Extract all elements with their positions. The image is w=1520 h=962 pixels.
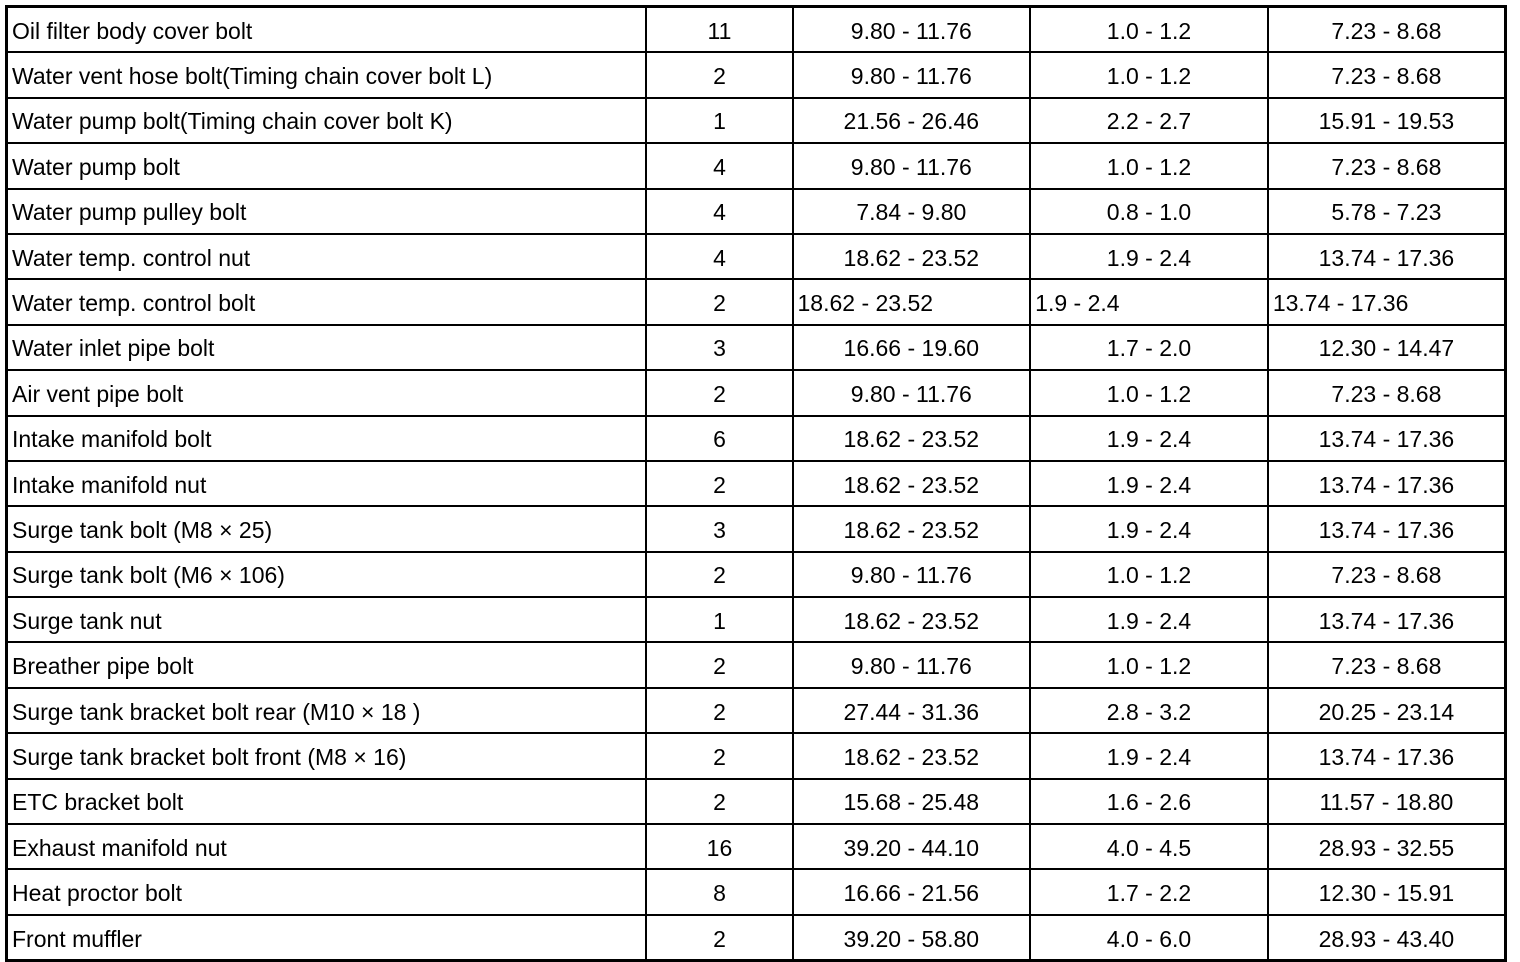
item-name-cell: Surge tank nut (7, 597, 647, 642)
torque-kgfm-cell: 1.7 - 2.0 (1030, 325, 1268, 370)
table-row (7, 733, 1506, 778)
table-body (7, 7, 1506, 961)
torque-nm-cell: 21.56 - 26.46 (793, 98, 1031, 143)
item-name-cell: Water temp. control nut (7, 234, 647, 279)
torque-lbfft-cell: 28.93 - 43.40 (1268, 915, 1506, 961)
quantity-cell: 2 (646, 688, 792, 733)
torque-spec-table (5, 5, 1507, 962)
torque-kgfm-cell: 1.0 - 1.2 (1030, 7, 1268, 53)
torque-lbfft-cell: 12.30 - 14.47 (1268, 325, 1506, 370)
table-row (7, 869, 1506, 914)
item-name-cell: Water pump pulley bolt (7, 189, 647, 234)
table-row (7, 370, 1506, 415)
table-row (7, 824, 1506, 869)
torque-nm-cell: 9.80 - 11.76 (793, 642, 1031, 687)
torque-lbfft-cell: 13.74 - 17.36 (1268, 506, 1506, 551)
item-name-cell: Breather pipe bolt (7, 642, 647, 687)
quantity-cell: 2 (646, 461, 792, 506)
torque-kgfm-cell: 1.7 - 2.2 (1030, 869, 1268, 914)
torque-nm-cell: 15.68 - 25.48 (793, 779, 1031, 824)
torque-lbfft-cell: 13.74 - 17.36 (1268, 416, 1506, 461)
quantity-cell: 16 (646, 824, 792, 869)
torque-lbfft-cell: 13.74 - 17.36 (1268, 234, 1506, 279)
torque-kgfm-cell: 4.0 - 4.5 (1030, 824, 1268, 869)
torque-kgfm-cell: 1.9 - 2.4 (1030, 416, 1268, 461)
torque-kgfm-cell: 1.6 - 2.6 (1030, 779, 1268, 824)
table-row (7, 279, 1506, 324)
torque-lbfft-cell: 13.74 - 17.36 (1268, 461, 1506, 506)
quantity-cell: 3 (646, 325, 792, 370)
torque-nm-cell: 16.66 - 21.56 (793, 869, 1031, 914)
torque-nm-cell: 18.62 - 23.52 (793, 506, 1031, 551)
torque-nm-cell: 16.66 - 19.60 (793, 325, 1031, 370)
item-name-cell: Water pump bolt(Timing chain cover bolt K) (7, 98, 647, 143)
torque-lbfft-cell: 13.74 - 17.36 (1268, 279, 1506, 324)
torque-lbfft-cell: 20.25 - 23.14 (1268, 688, 1506, 733)
torque-nm-cell: 18.62 - 23.52 (793, 416, 1031, 461)
table-row (7, 461, 1506, 506)
torque-kgfm-cell: 4.0 - 6.0 (1030, 915, 1268, 961)
torque-nm-cell: 7.84 - 9.80 (793, 189, 1031, 234)
torque-nm-cell: 18.62 - 23.52 (793, 461, 1031, 506)
table-row (7, 325, 1506, 370)
torque-nm-cell: 18.62 - 23.52 (793, 234, 1031, 279)
item-name-cell: Surge tank bracket bolt rear (M10 × 18 ) (7, 688, 647, 733)
torque-kgfm-cell: 1.9 - 2.4 (1030, 461, 1268, 506)
quantity-cell: 11 (646, 7, 792, 53)
quantity-cell: 4 (646, 143, 792, 188)
torque-nm-cell: 9.80 - 11.76 (793, 143, 1031, 188)
quantity-cell: 6 (646, 416, 792, 461)
table-row (7, 189, 1506, 234)
table-row (7, 416, 1506, 461)
torque-kgfm-cell: 0.8 - 1.0 (1030, 189, 1268, 234)
table-row (7, 915, 1506, 961)
torque-lbfft-cell: 13.74 - 17.36 (1268, 597, 1506, 642)
torque-lbfft-cell: 7.23 - 8.68 (1268, 52, 1506, 97)
torque-lbfft-cell: 7.23 - 8.68 (1268, 552, 1506, 597)
item-name-cell: Surge tank bracket bolt front (M8 × 16) (7, 733, 647, 778)
torque-nm-cell: 9.80 - 11.76 (793, 370, 1031, 415)
quantity-cell: 8 (646, 869, 792, 914)
torque-nm-cell: 39.20 - 44.10 (793, 824, 1031, 869)
torque-nm-cell: 9.80 - 11.76 (793, 7, 1031, 53)
torque-kgfm-cell: 1.0 - 1.2 (1030, 143, 1268, 188)
torque-lbfft-cell: 15.91 - 19.53 (1268, 98, 1506, 143)
quantity-cell: 1 (646, 98, 792, 143)
quantity-cell: 2 (646, 52, 792, 97)
item-name-cell: Intake manifold nut (7, 461, 647, 506)
torque-lbfft-cell: 5.78 - 7.23 (1268, 189, 1506, 234)
table-row (7, 779, 1506, 824)
item-name-cell: Front muffler (7, 915, 647, 961)
torque-kgfm-cell: 1.0 - 1.2 (1030, 642, 1268, 687)
torque-kgfm-cell: 1.0 - 1.2 (1030, 552, 1268, 597)
torque-kgfm-cell: 2.2 - 2.7 (1030, 98, 1268, 143)
table-row (7, 7, 1506, 53)
torque-lbfft-cell: 7.23 - 8.68 (1268, 143, 1506, 188)
table-row (7, 234, 1506, 279)
item-name-cell: Surge tank bolt (M6 × 106) (7, 552, 647, 597)
table-row (7, 98, 1506, 143)
table-row (7, 143, 1506, 188)
torque-nm-cell: 18.62 - 23.52 (793, 279, 1031, 324)
table-row (7, 52, 1506, 97)
torque-kgfm-cell: 1.0 - 1.2 (1030, 52, 1268, 97)
torque-lbfft-cell: 7.23 - 8.68 (1268, 642, 1506, 687)
quantity-cell: 2 (646, 642, 792, 687)
item-name-cell: Air vent pipe bolt (7, 370, 647, 415)
item-name-cell: Surge tank bolt (M8 × 25) (7, 506, 647, 551)
torque-kgfm-cell: 1.0 - 1.2 (1030, 370, 1268, 415)
torque-lbfft-cell: 7.23 - 8.68 (1268, 370, 1506, 415)
item-name-cell: Oil filter body cover bolt (7, 7, 647, 53)
quantity-cell: 2 (646, 279, 792, 324)
quantity-cell: 3 (646, 506, 792, 551)
quantity-cell: 4 (646, 189, 792, 234)
torque-lbfft-cell: 7.23 - 8.68 (1268, 7, 1506, 53)
torque-lbfft-cell: 11.57 - 18.80 (1268, 779, 1506, 824)
item-name-cell: ETC bracket bolt (7, 779, 647, 824)
table-row (7, 597, 1506, 642)
item-name-cell: Water pump bolt (7, 143, 647, 188)
torque-lbfft-cell: 28.93 - 32.55 (1268, 824, 1506, 869)
torque-lbfft-cell: 13.74 - 17.36 (1268, 733, 1506, 778)
item-name-cell: Water vent hose bolt(Timing chain cover bolt L) (7, 52, 647, 97)
quantity-cell: 4 (646, 234, 792, 279)
item-name-cell: Intake manifold bolt (7, 416, 647, 461)
item-name-cell: Water inlet pipe bolt (7, 325, 647, 370)
table-row (7, 506, 1506, 551)
quantity-cell: 2 (646, 915, 792, 961)
quantity-cell: 1 (646, 597, 792, 642)
table-row (7, 688, 1506, 733)
torque-kgfm-cell: 1.9 - 2.4 (1030, 597, 1268, 642)
item-name-cell: Water temp. control bolt (7, 279, 647, 324)
torque-nm-cell: 9.80 - 11.76 (793, 52, 1031, 97)
quantity-cell: 2 (646, 552, 792, 597)
table-row (7, 552, 1506, 597)
torque-kgfm-cell: 1.9 - 2.4 (1030, 279, 1268, 324)
torque-kgfm-cell: 1.9 - 2.4 (1030, 506, 1268, 551)
torque-kgfm-cell: 1.9 - 2.4 (1030, 234, 1268, 279)
torque-kgfm-cell: 2.8 - 3.2 (1030, 688, 1268, 733)
torque-kgfm-cell: 1.9 - 2.4 (1030, 733, 1268, 778)
torque-lbfft-cell: 12.30 - 15.91 (1268, 869, 1506, 914)
quantity-cell: 2 (646, 733, 792, 778)
quantity-cell: 2 (646, 779, 792, 824)
table-row (7, 642, 1506, 687)
torque-nm-cell: 18.62 - 23.52 (793, 733, 1031, 778)
item-name-cell: Exhaust manifold nut (7, 824, 647, 869)
torque-nm-cell: 27.44 - 31.36 (793, 688, 1031, 733)
torque-nm-cell: 9.80 - 11.76 (793, 552, 1031, 597)
torque-nm-cell: 18.62 - 23.52 (793, 597, 1031, 642)
torque-nm-cell: 39.20 - 58.80 (793, 915, 1031, 961)
item-name-cell: Heat proctor bolt (7, 869, 647, 914)
quantity-cell: 2 (646, 370, 792, 415)
